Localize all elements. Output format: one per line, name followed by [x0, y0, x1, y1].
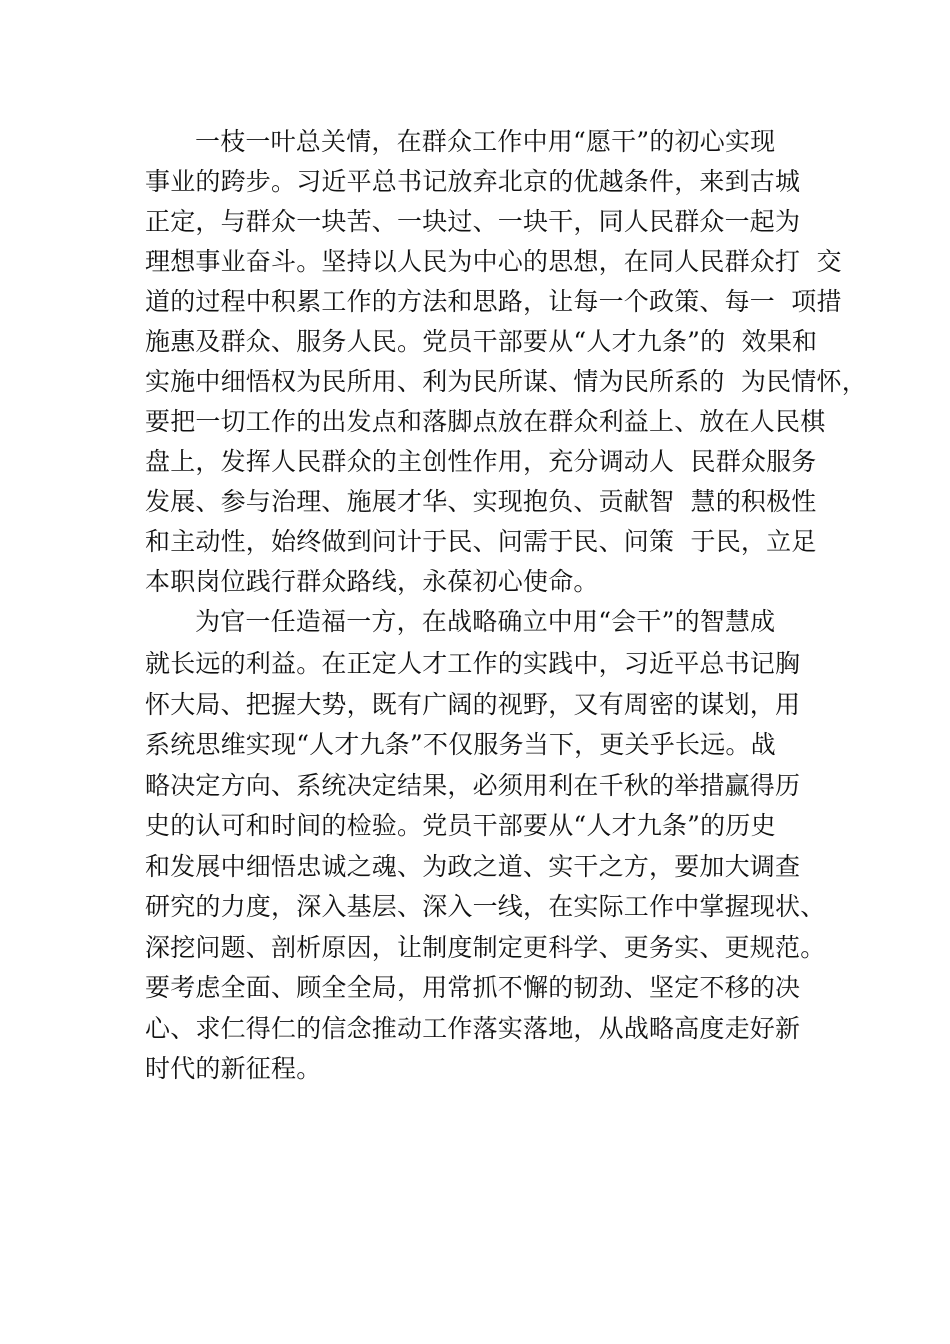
text-line: 实施中细悟权为民所用、利为民所谋、情为民所系的 为民情怀，	[145, 367, 867, 396]
text-line: 正定，与群众一块苦、一块过、一块干，同人民群众一起为	[145, 207, 801, 236]
text-line: 为官一任造福一方，在战略确立中用“会干”的智慧成	[195, 607, 776, 636]
text-line: 心、求仁得仁的信念推动工作落实落地，从战略高度走好新	[145, 1014, 801, 1043]
text-line: 和发展中细悟忠诚之魂、为政之道、实干之方，要加大调查	[145, 852, 801, 881]
text-line: 略决定方向、系统决定结果，必须用利在千秋的举措赢得历	[145, 771, 801, 800]
text-line: 史的认可和时间的检验。党员干部要从“人才九条”的历史	[145, 811, 776, 840]
text-line: 一枝一叶总关情，在群众工作中用“愿干”的初心实现	[195, 127, 776, 156]
text-line: 发展、参与治理、施展才华、实现抱负、贡献智 慧的积极性	[145, 487, 817, 516]
text-line: 要考虑全面、顾全全局，用常抓不懈的韧劲、坚定不移的决	[145, 973, 801, 1002]
text-line: 盘上，发挥人民群众的主创性作用，充分调动人 民群众服务	[145, 447, 817, 476]
text-line: 施惠及群众、服务人民。党员干部要从“人才九条”的 效果和	[145, 327, 818, 356]
text-line: 本职岗位践行群众路线，永葆初心使命。	[145, 567, 599, 596]
text-line: 道的过程中积累工作的方法和思路，让每一个政策、每一 项措	[145, 287, 842, 316]
text-line: 系统思维实现“人才九条”不仅服务当下，更关乎长远。战	[145, 730, 776, 759]
text-line: 和主动性，始终做到问计于民、问需于民、问策 于民，立足	[145, 527, 817, 556]
text-line: 要把一切工作的出发点和落脚点放在群众利益上、放在人民棋	[145, 407, 826, 436]
text-line: 研究的力度，深入基层、深入一线，在实际工作中掌握现状、	[145, 892, 826, 921]
text-line: 事业的跨步。习近平总书记放弃北京的优越条件，来到古城	[145, 167, 801, 196]
text-line: 怀大局、把握大势，既有广阔的视野，又有周密的谋划，用	[145, 690, 801, 719]
text-line: 时代的新征程。	[145, 1054, 322, 1083]
text-line: 理想事业奋斗。坚持以人民为中心的思想，在同人民群众打 交	[145, 247, 842, 276]
text-line: 深挖问题、剖析原因，让制度制定更科学、更务实、更规范。	[145, 933, 826, 962]
text-line: 就长远的利益。在正定人才工作的实践中，习近平总书记胸	[145, 649, 801, 678]
